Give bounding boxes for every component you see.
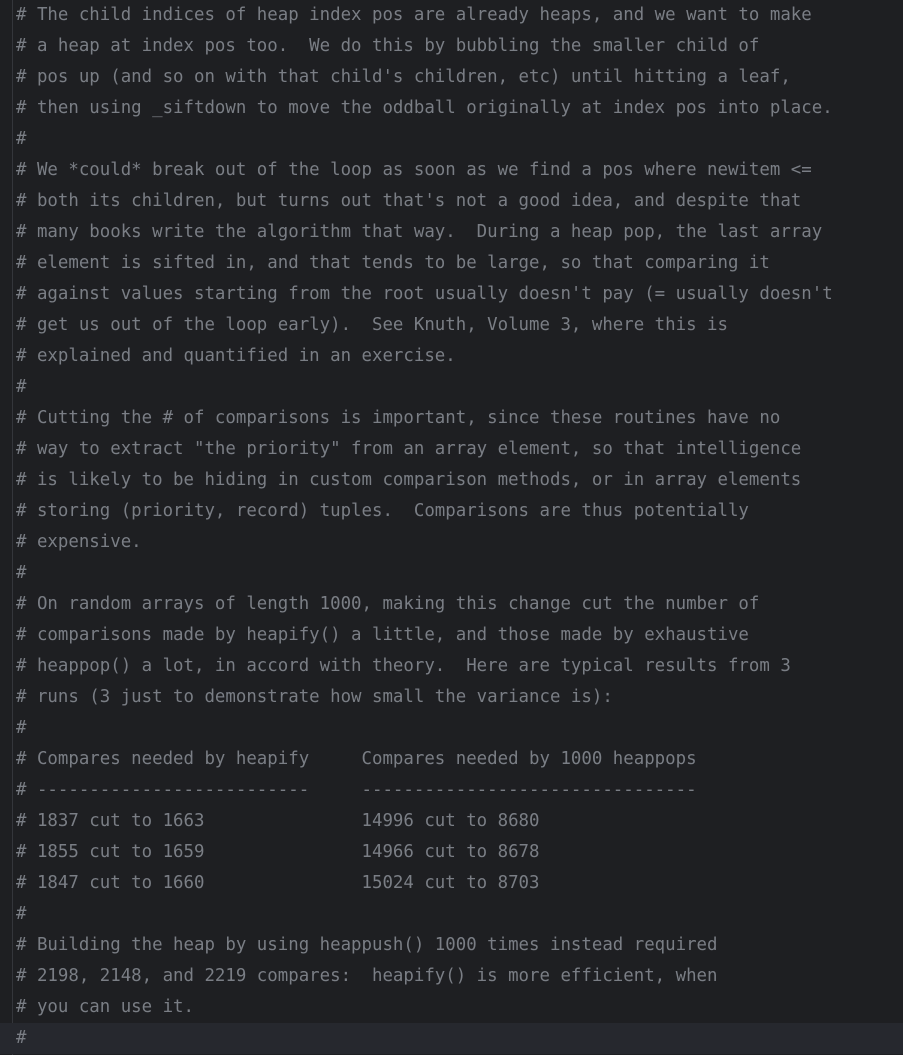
code-line[interactable]: # Compares needed by heapify Compares needed by 1000 heappops xyxy=(16,749,697,769)
code-line[interactable]: # pos up (and so on with that child's children, etc) until hitting a leaf, xyxy=(16,67,791,87)
code-line[interactable]: # both its children, but turns out that's not a good idea, and despite that xyxy=(16,191,802,211)
code-line[interactable]: # On random arrays of length 1000, making this change cut the number of xyxy=(16,594,760,614)
code-line[interactable]: # then using _siftdown to move the oddball originally at index pos into place. xyxy=(16,98,833,118)
code-line[interactable]: # The child indices of heap index pos are already heaps, and we want to make xyxy=(16,5,812,25)
code-line[interactable]: # explained and quantified in an exercise. xyxy=(16,346,456,366)
code-line[interactable]: # element is sifted in, and that tends to be large, so that comparing it xyxy=(16,253,770,273)
code-line[interactable]: # Cutting the # of comparisons is important, since these routines have no xyxy=(16,408,781,428)
code-line[interactable]: # get us out of the loop early). See Knuth, Volume 3, where this is xyxy=(16,315,728,335)
code-line[interactable]: # heappop() a lot, in accord with theory. Here are typical results from 3 xyxy=(16,656,791,676)
code-line[interactable]: # 1837 cut to 1663 14996 cut to 8680 xyxy=(16,811,540,831)
code-line[interactable]: # Building the heap by using heappush() 1000 times instead required xyxy=(16,935,718,955)
code-line[interactable]: # runs (3 just to demonstrate how small the variance is): xyxy=(16,687,613,707)
code-line[interactable]: # xyxy=(16,129,27,149)
code-line-current[interactable]: # xyxy=(0,1023,903,1054)
code-line[interactable]: # you can use it. xyxy=(16,997,194,1017)
code-line[interactable]: # xyxy=(16,904,27,924)
code-line[interactable]: # xyxy=(16,563,27,583)
code-line[interactable]: # xyxy=(16,718,27,738)
code-line[interactable]: # -------------------------- -------------------------------- xyxy=(16,780,697,800)
code-line[interactable]: # way to extract "the priority" from an array element, so that intelligence xyxy=(16,439,802,459)
code-line[interactable]: # storing (priority, record) tuples. Comparisons are thus potentially xyxy=(16,501,749,521)
code-line[interactable]: # comparisons made by heapify() a little, and those made by exhaustive xyxy=(16,625,749,645)
code-line[interactable]: # expensive. xyxy=(16,532,142,552)
code-line[interactable]: # 1855 cut to 1659 14966 cut to 8678 xyxy=(16,842,540,862)
code-line[interactable]: # a heap at index pos too. We do this by bubbling the smaller child of xyxy=(16,36,760,56)
code-line[interactable]: # 2198, 2148, and 2219 compares: heapify() is more efficient, when xyxy=(16,966,718,986)
code-line[interactable]: # is likely to be hiding in custom comparison methods, or in array elements xyxy=(16,470,802,490)
code-line[interactable]: # against values starting from the root usually doesn't pay (= usually doesn't xyxy=(16,284,833,304)
code-line[interactable]: # We *could* break out of the loop as soon as we find a pos where newitem <= xyxy=(16,160,812,180)
code-line[interactable]: # 1847 cut to 1660 15024 cut to 8703 xyxy=(16,873,540,893)
code-line[interactable]: # xyxy=(16,377,27,397)
code-line[interactable]: # many books write the algorithm that way. During a heap pop, the last array xyxy=(16,222,823,242)
